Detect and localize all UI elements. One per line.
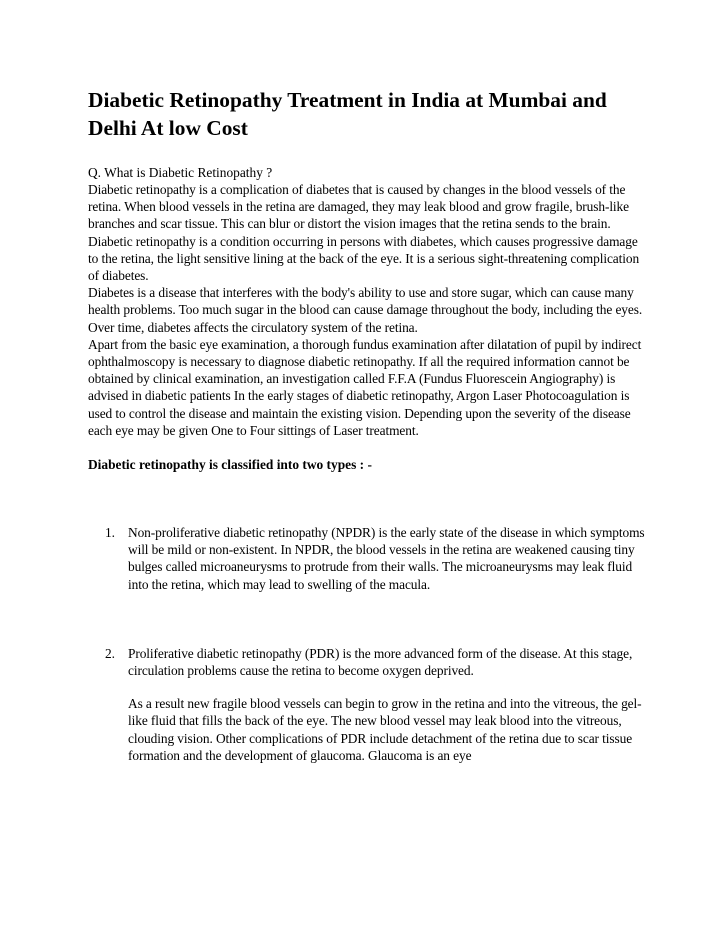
list-item-number: 1. [105,525,115,541]
document-page [88,86,648,764]
document-title: Diabetic Retinopathy Treatment in India at Mumbai and Delhi At low Cost [88,88,607,140]
paragraph-condition: Diabetic retinopathy is a condition occurring in persons with diabetes, which causes progressive damage to the retina, the light sensitive lining at the back of the eye. It is a serious sight-threatening complication of diabetes. [88,233,640,284]
list-item-text: Proliferative diabetic retinopathy (PDR) is the more advanced form of the disease. At this stage, circulation problems cause the retina to become oxygen deprived. [128,645,633,679]
list-item-npdr [88,524,648,593]
types-heading: Diabetic retinopathy is classified into two types : - [88,457,372,473]
list-item-pdr [88,645,648,764]
paragraph-definition: Diabetic retinopathy is a complication of diabetes that is caused by changes in the blood vessels of the retina. When blood vessels in the retina are damaged, they may leak blood and grow fragile, brush-like branches and scar tissue. This can blur or distort the vision images that the retina sends to the brain. [88,182,629,232]
question-line: Q. What is Diabetic Retinopathy ? [88,165,273,180]
list-item-text: Non-proliferative diabetic retinopathy (NPDR) is the early state of the disease in which symptoms will be mild or non-existent. In NPDR, the blood vessels in the retina are weakened causing tiny bulges called microaneurysms to protrude from their walls. The microaneurysms may leak fluid into the retina, which may lead to swelling of the macula. [128,525,645,592]
list-item-continuation: As a result new fragile blood vessels can begin to grow in the retina and into the vitreous, the gel-like fluid that fills the back of the eye. The new blood vessel may leak blood into the vitreous, clouding vision. Other complications of PDR include detachment of the retina due to scar tissue formation and the development of glaucoma. Glaucoma is an eye [128,696,642,763]
paragraph-diabetes: Diabetes is a disease that interferes with the body's ability to use and store sugar, which can cause many health problems. Too much sugar in the blood can cause damage throughout the body, including the eyes. Over time, diabetes affects the circulatory system of the retina. [88,285,643,335]
types-list [88,524,648,764]
list-item-number: 2. [105,645,115,661]
paragraph-examination: Apart from the basic eye examination, a thorough fundus examination after dilatation of pupil by indirect ophthalmoscopy is necessary to diagnose diabetic retinopathy. If all the required information cannot be obtained by clinical examination, an investigation called F.F.A (Fundus Fluorescein Angiography) is advised in diabetic patients In the early stages of diabetic retinopathy, Argon Laser Photocoagulation is used to control the disease and maintain the existing vision. Depending upon the severity of the disease each eye may be given One to Four sittings of Laser treatment. [88,336,642,438]
